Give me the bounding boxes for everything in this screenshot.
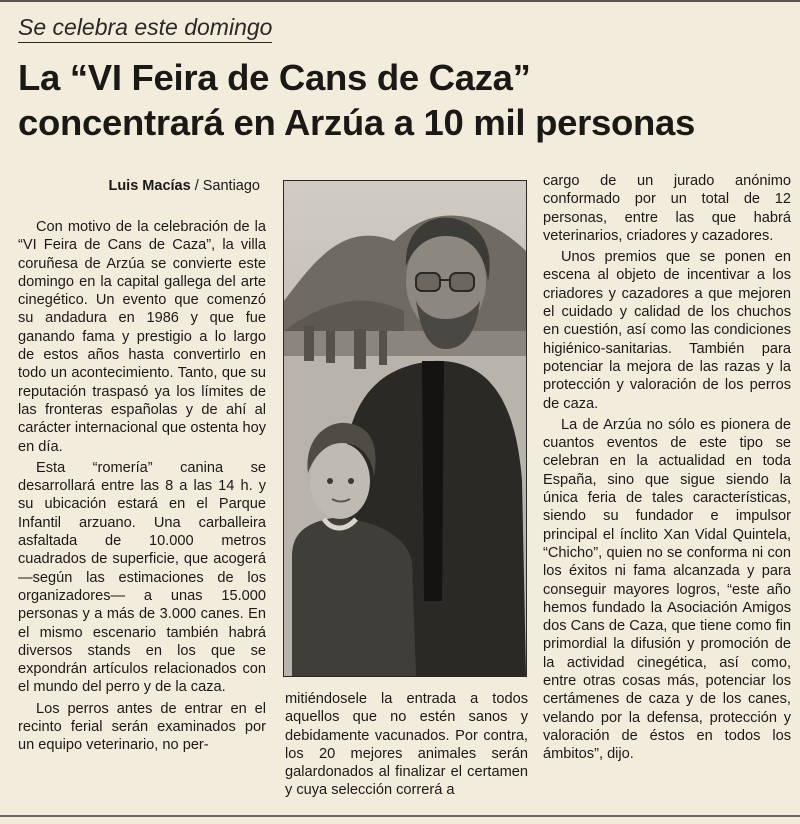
headline-line-2: concentrará en Arzúa a 10 mil personas [18, 102, 695, 143]
headline [18, 55, 793, 145]
headline-line-1: La “VI Feira de Cans de Caza” [18, 57, 531, 98]
paragraph: Los perros antes de entrar en el recinto ferial serán examinados por un equipo veterinario, no per- [18, 700, 266, 754]
byline-author: Luis Macías [108, 178, 191, 194]
kicker: Se celebra este domingo [18, 14, 272, 43]
paragraph: cargo de un jurado anónimo conformado por un total de 12 personas, entre las que habrá veterinarios, criadores y cazadores. [543, 173, 791, 244]
column-2 [285, 690, 528, 800]
bottom-rule [0, 815, 800, 817]
paragraph: La de Arzúa no sólo es pionera de cuantos eventos de este tipo se celebran en la actualidad en toda España, sino que sigue siendo la única feria de tales características, siendo su fundador e impulsor principal el ínclito Xan Vidal Quintela, “Chicho”, quien no se conforma ni con los éxitos ni fama alcanzada y para conseguir mayores logros, “este año hemos fundado la Asociación Amigos dos Cans de Caza, que tiene como fin primordial la difusión y promoción de la actividad cinegética, así como, entre otras cosas más, potenciar los certámenes de caza y de los canes, velando por la defensa, protección y valoración de éstos en todos los ámbitos”, dijo. [543, 416, 791, 763]
paragraph: Unos premios que se ponen en escena al objeto de incentivar a los criadores y cazadores a que mejoren el cuidado y calidad de los chuchos en cuestión, así como las condiciones higiénico-sanitarias. También para potenciar la mejora de las razas y la protección y valoración de los perros de caza. [543, 249, 791, 412]
column-1 [18, 218, 266, 755]
column-3 [543, 172, 791, 764]
top-rule [0, 0, 800, 2]
photo-image [284, 181, 526, 676]
photo [283, 180, 527, 677]
paragraph: Con motivo de la celebración de la “VI Feira de Cans de Caza”, la villa coruñesa de Arzúa se convierte este domingo en la capital gallega del arte cinegético. Un evento que comenzó su andadura en 1986 y que fue ganando fama y prestigio a lo largo de estos años hasta convertirlo en todo un acontecimiento. Tanto, que su reputación traspasó ya los límites de las fronteras españolas y de ahí al carácter internacional que ostenta hoy en día. [18, 219, 266, 455]
paragraph: mitiéndosele la entrada a todos aquellos que no estén sanos y debidamente vacunados. Por contra, los 20 mejores animales serán galardonados al finalizar el certamen y cuya selección correrá a [285, 691, 528, 799]
byline [18, 178, 260, 194]
byline-location: / Santiago [190, 178, 260, 194]
paragraph: Esta “romería” canina se desarrollará entre las 8 a las 14 h. y su ubicación estará en el Parque Infantil arzuano. Una carballeira asfaltada de 10.000 metros cuadrados de superficie, que acogerá —según las estimaciones de los organizadores— a unas 15.000 personas y a más de 3.000 canes. En el mismo escenario también habrá diversos stands en los que se expondrán artículos relacionados con el mundo del perro y de la caza. [18, 459, 266, 696]
